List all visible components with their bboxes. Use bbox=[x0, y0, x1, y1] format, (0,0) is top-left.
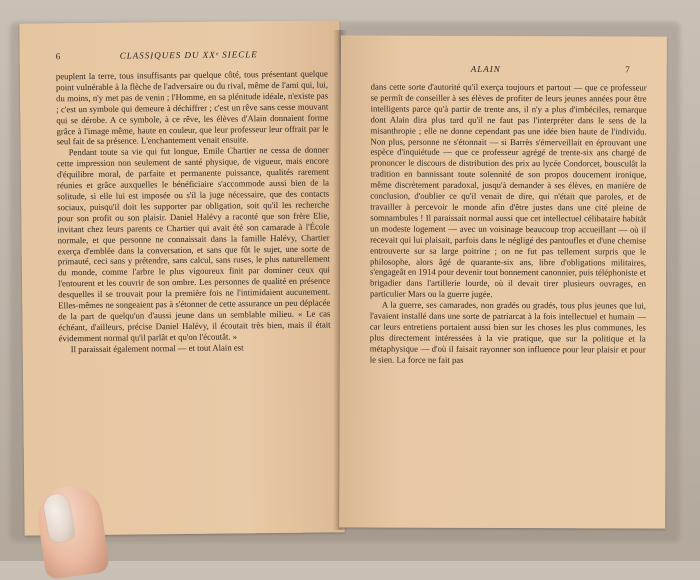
right-page bbox=[339, 35, 667, 528]
right-paragraph-1: dans cette sorte d'autorité qu'il exerça toujours et partout — que ce professeur se permît de conseiller à ses élèves de profiter de leurs jeunes années pour être intelligents parce qu'à partir de trente ans, il n'y a plus d'imbéciles, remarque dont Alain dira plus tard qu'il ne faut pas l'interpréter dans le sens de la misanthropie ; elle ne donne cependant pas une idée bien haute de l'individu. Non plus, personne ne s'étonnait — si Barrès s'émerveillait en éprouvant une espèce d'inquiétude — que ce professeur agrégé de trente-six ans chargé de prononcer le discours de distribution des prix au lycée Condorcet, bousculât la tradition en bannissant toute solennité de son propos doucement ironique, même discrètement paradoxal, jusqu'à demander à ses élèves, en manière de conclusion, d'oublier ce qu'il venait de dire, qui n'était que paroles, et de travailler à percevoir le monde afin d'être justes dans une cité pleine de somnambules ! Il paraissait normal aussi que cet intellectuel célibataire habitât un modeste logement — avec un voisinage beaucoup trop accueillant — où il recevait qui lui plaisait, parfois dans le négligé des pantoufles et d'une chemise entrouverte sur sa large poitrine ; on ne fut pas tellement surpris que le philosophe, alors âgé de quarante-six ans, libre d'obligations militaires, s'engageât en 1914 pour devenir tout bonnement canonnier, puis téléphoniste et brigadier dans l'artillerie lourde, où il devait tirer plusieurs ouvrages, en particulier Mars ou la guerre jugée. bbox=[369, 81, 647, 300]
left-page bbox=[19, 20, 344, 535]
right-page-header bbox=[341, 63, 667, 78]
left-paragraph-1: peuplent la terre, tous insuffisants par quelque côté, tous présentant quelque point vulnérable à la flèche de l'adversaire ou du rival, même de l'ami qui, lui, du moins, n'y met pas de venin ; l'Homme, en sa plénitude idéale, n'existe pas ; c'est un symbole qui demeure à déchiffrer ; c'est un rêve sans cesse mouvant qui se dérobe. A ce symbole, à ce rêve, les élèves d'Alain donnaient forme grâce à l'image même, haute en couleur, que leur professeur leur offrait par le seul fait de sa présence. L'enchantement venait ensuite. bbox=[55, 68, 329, 147]
left-paragraph-3: Il paraissait également normal — et tout Alain est bbox=[70, 342, 244, 354]
left-page-text bbox=[56, 68, 331, 354]
right-page-number: 7 bbox=[625, 64, 631, 75]
left-running-header: CLASSIQUES DU XXᵉ SIECLE bbox=[119, 49, 258, 61]
left-paragraph-2: Pendant toute sa vie qui fut longue, Emile Chartier ne cessa de donner cette impression non seulement de santé physique, de vigueur, mais encore d'équilibre moral, de parfaite et permanente puissance, qualités rarement réunies et grâce auxquelles le bénéficiaire s'accommode aussi bien de la solitude, si elle lui est imposée ou s'il la juge nécessaire, que des contacts sociaux, puisqu'il doit les supporter par obligation, soit qu'il les recherche pour son profit ou son plaisir. Daniel Halévy a raconté que son frère Elie, invitant chez leurs parents ce Chartier qui avait été son camarade à l'École normale, et que personne ne connaissait dans la famille Halévy, Chartier exerça d'emblée dans la conversation, et sans que fût le sujet, une sorte de primauté, ceci sans y prétendre, sans calcul, sans ruses, le plus naturellement du monde, comme l'arbre le plus vigoureux finit par dominer ceux qui l'entourent et les couvrir de son ombre. Les personnes de qualité en présence desquelles il se trouvait pour la première fois ne l'intimidaient aucunement. Elles-mêmes ne songeaient pas à s'étonner de cette assurance un peu déplacée de la part de quelqu'un d'aussi jeune dans un semblable milieu. « Le cas échéant, d'ailleurs, précise Daniel Halévy, il écoutait très bien, mais il était évidemment normal qu'il parlât et qu'on l'écoutât. » bbox=[56, 144, 331, 344]
right-paragraph-2: A la guerre, ses camarades, non gradés ou gradés, tous plus jeunes que lui, l'avaient installé dans une sorte de patriarcat à la fois intellectuel et humain — car leurs entretiens portaient aussi bien sur les choses les plus communes, les plus directement intéressées à la vie pratique, que sur la politique et la métaphysique — d'où il faisait rayonner son influence pour leur plaisir et pour le sien. La force ne fait pas bbox=[369, 299, 646, 365]
left-page-header bbox=[20, 48, 340, 65]
right-page-text bbox=[370, 82, 647, 367]
right-running-header: ALAIN bbox=[470, 63, 501, 74]
left-page-number: 6 bbox=[55, 51, 62, 62]
